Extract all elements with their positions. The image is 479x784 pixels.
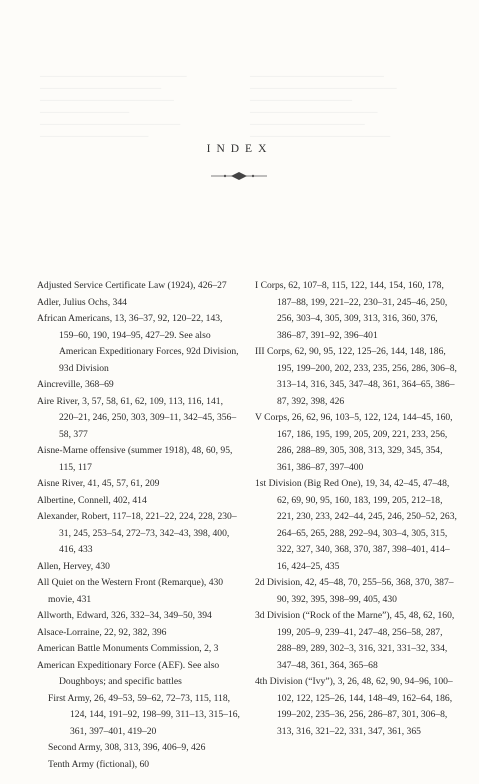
page-title: INDEX bbox=[206, 143, 273, 155]
index-entry: 3d Division (“Rock of the Marne”), 45, 48, 62, 160, 199, 205–9, 239–41, 247–48, 256–58, 287, 288–89, 289, 302–3, 316, 321, 331–32, 334, 347–48, 361, 364, 365–68 bbox=[255, 610, 455, 671]
index-column-left bbox=[37, 278, 241, 773]
index-entry: Alexander, Robert, 117–18, 221–22, 224, 228, 230–31, 245, 253–54, 272–73, 342–43, 398, 400, 416, 433 bbox=[37, 511, 237, 555]
index-entry: Aisne-Marne offensive (summer 1918), 48, 60, 95, 115, 117 bbox=[37, 445, 233, 473]
index-entry: 1st Division (Big Red One), 19, 34, 42–45, 47–48, 62, 69, 90, 95, 160, 183, 199, 205, 212–18, 221, 230, 233, 242–44, 245, 246, 250–52, 263, 264–65, 265, 288, 292–94, 303–4, 305, 315, 322, 327, 340, 368, 370, 387, 398–401, 414–16, 424–25, 435 bbox=[255, 478, 457, 572]
index-entry: movie, 431 bbox=[48, 593, 92, 605]
index-column-right bbox=[255, 278, 459, 740]
index-entry: III Corps, 62, 90, 95, 122, 125–26, 144, 148, 186, 195, 199–200, 202, 233, 235, 256, 286, 306–8, 313–14, 316, 345, 347–48, 361, 364–65, 386–87, 392, 398, 426 bbox=[255, 346, 457, 407]
index-entry: All Quiet on the Western Front (Remarque), 430 bbox=[37, 577, 224, 588]
index-entry: American Battle Monuments Commission, 2, 3 bbox=[37, 643, 219, 654]
index-entry: First Army, 26, 49–53, 59–62, 72–73, 115, 118, 124, 144, 191–92, 198–99, 311–13, 315–16, 361, 397–401, 419–20 bbox=[48, 692, 240, 737]
index-entry: V Corps, 26, 62, 96, 103–5, 122, 124, 144–45, 160, 167, 186, 195, 199, 205, 209, 221, 233, 256, 286, 288–89, 305, 308, 313, 329, 345, 354, 361, 386–87, 397–400 bbox=[255, 412, 453, 473]
index-entry: Second Army, 308, 313, 396, 406–9, 426 bbox=[48, 742, 206, 753]
bleed-column-left: ─────────────────────── ─────────────────── ───────────────────── ────────────── ────────────────────── ───────────────── bbox=[40, 71, 187, 141]
ornament-divider-icon bbox=[209, 170, 269, 182]
bleed-through-text bbox=[28, 6, 459, 226]
index-entry: 4th Division (“Ivy”), 3, 26, 48, 62, 90, 94–96, 100–102, 122, 125–26, 144, 148–49, 162–64, 186, 199–202, 235–36, 256, 286–87, 301, 306–8, 313, 316, 321–22, 331, 347, 361, 365 bbox=[255, 676, 453, 737]
index-entry: Aire River, 3, 57, 58, 61, 62, 109, 113, 116, 141, 220–21, 246, 250, 303, 309–11, 342–45, 356–58, 377 bbox=[37, 395, 237, 440]
index-entry: Allen, Hervey, 430 bbox=[37, 560, 110, 572]
index-entry: Adler, Julius Ochs, 344 bbox=[37, 296, 127, 308]
index-entry: I Corps, 62, 107–8, 115, 122, 144, 154, 160, 178, 187–88, 199, 221–22, 230–31, 245–46, 250, 256, 303–4, 305, 309, 313, 316, 360, 376, 386–87, 391–92, 396–401 bbox=[255, 280, 448, 341]
index-entry: Albertine, Connell, 402, 414 bbox=[37, 494, 147, 506]
index-entry: American Expeditionary Force (AEF). See also Doughboys; and specific battles bbox=[37, 659, 220, 687]
bleed-column-right: ───────────────────── ─────────────────────── ──────────────── ──────────────────── ────────────────── ────────────────────── bbox=[250, 71, 397, 141]
index-entry: Tenth Army (fictional), 60 bbox=[48, 758, 150, 770]
index-entry: Aincreville, 368–69 bbox=[37, 379, 114, 390]
index-entry: Adjusted Service Certificate Law (1924), 426–27 bbox=[37, 280, 227, 291]
index-entry: Alsace-Lorraine, 22, 92, 382, 396 bbox=[37, 626, 167, 638]
index-entry: 2d Division, 42, 45–48, 70, 255–56, 368, 370, 387–90, 392, 395, 398–99, 405, 430 bbox=[255, 577, 454, 605]
index-entry: Aisne River, 41, 45, 57, 61, 209 bbox=[37, 478, 160, 489]
index-entry: Allworth, Edward, 326, 332–34, 349–50, 394 bbox=[37, 610, 212, 621]
index-entry: African Americans, 13, 36–37, 92, 120–22, 143, 159–60, 190, 194–95, 427–29. See also American Expeditionary Forces, 92d Division, 93d Division bbox=[37, 313, 239, 374]
